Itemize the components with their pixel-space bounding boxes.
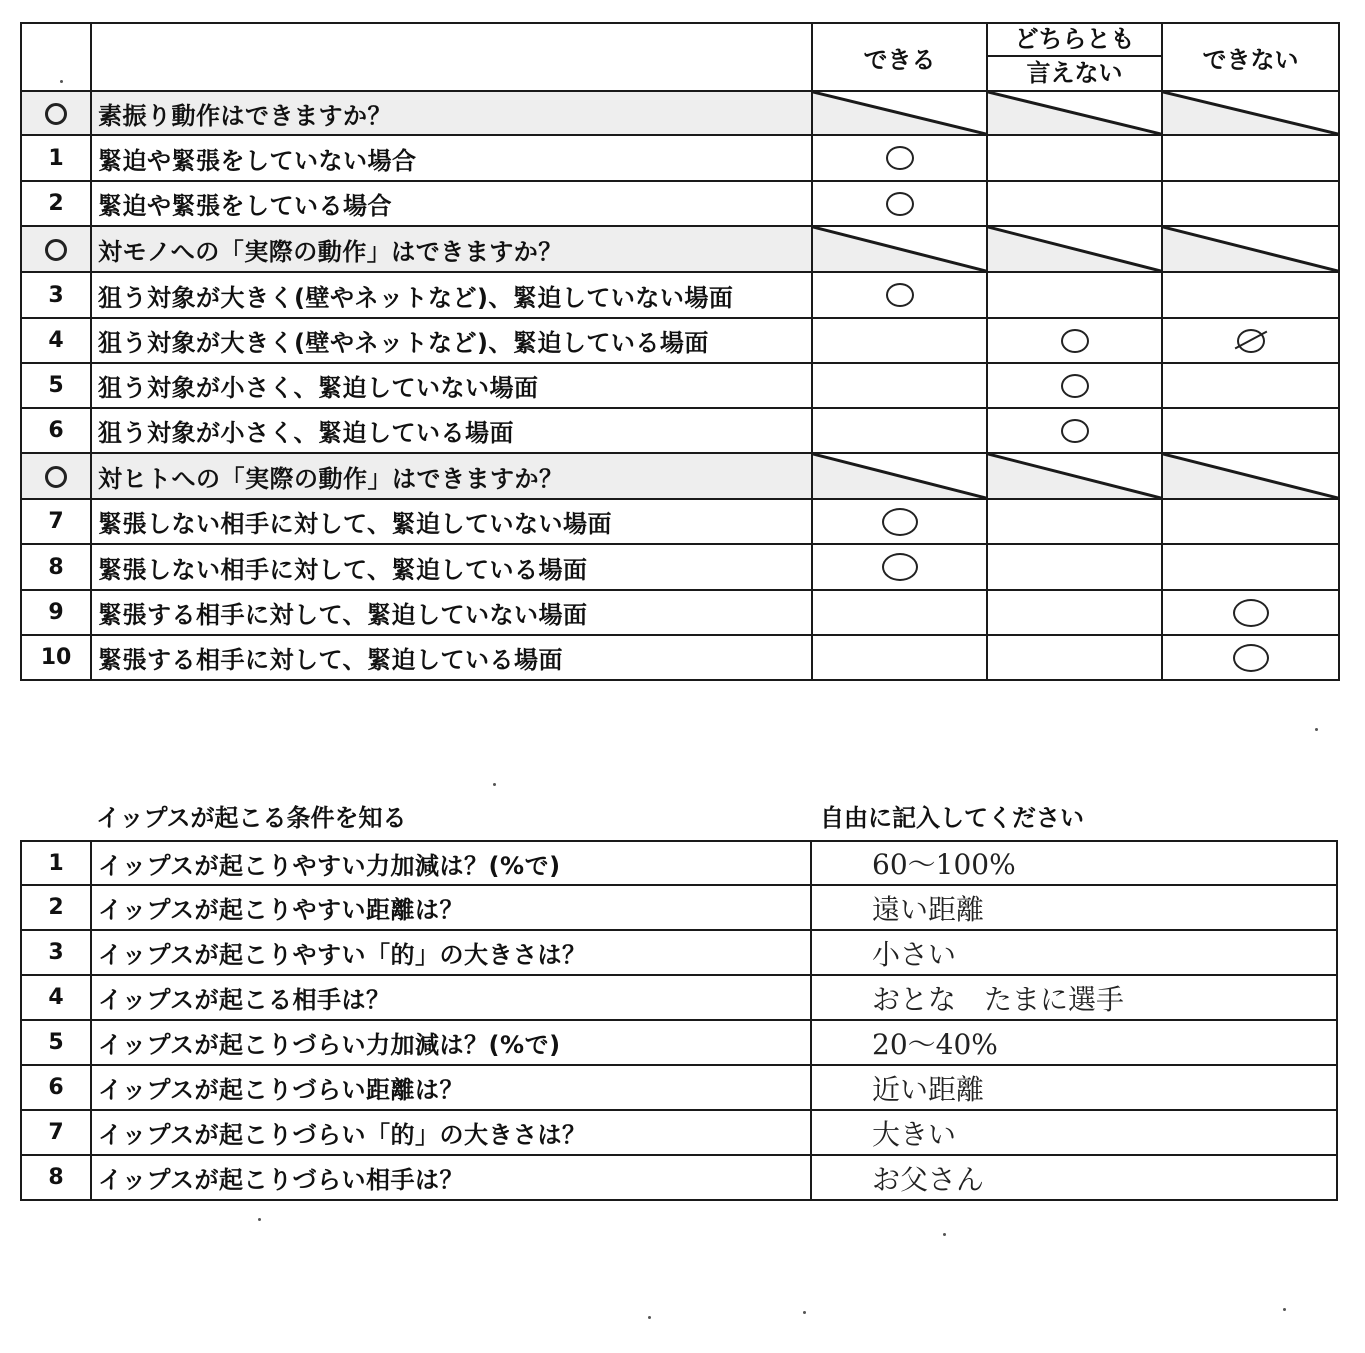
answer-cell-neither[interactable] bbox=[987, 408, 1162, 453]
condition-row bbox=[21, 1110, 1337, 1155]
section-question: 対ヒトへの「実際の動作」はできますか？ bbox=[91, 453, 812, 499]
answer-cell-neither[interactable] bbox=[987, 135, 1162, 181]
conditions-table bbox=[20, 840, 1338, 1201]
handwritten-answer[interactable]: 近い距離 bbox=[811, 1065, 1337, 1110]
row-number: 7 bbox=[21, 499, 91, 544]
handwritten-answer[interactable]: 大きい bbox=[811, 1110, 1337, 1155]
diagonal-cell bbox=[812, 91, 987, 135]
condition-question: イップスが起こりやすい「的」の大きさは？ bbox=[91, 930, 811, 975]
diagonal-cell bbox=[812, 226, 987, 272]
answer-cell-cannot[interactable] bbox=[1162, 318, 1339, 363]
question-label: 狙う対象が小さく、緊迫していない場面 bbox=[91, 363, 812, 408]
row-number: 5 bbox=[21, 1020, 91, 1065]
condition-question: イップスが起こりづらい「的」の大きさは？ bbox=[91, 1110, 811, 1155]
question-label: 狙う対象が大きく(壁やネットなど)、緊迫している場面 bbox=[91, 318, 812, 363]
answer-cell-can[interactable] bbox=[812, 408, 987, 453]
handwritten-circle-mark bbox=[882, 553, 918, 581]
answer-cell-cannot[interactable] bbox=[1162, 544, 1339, 590]
question-row bbox=[21, 318, 1339, 363]
scan-speck bbox=[648, 1316, 651, 1319]
section-question: 対モノへの「実際の動作」はできますか？ bbox=[91, 226, 812, 272]
self-assessment-table bbox=[20, 22, 1340, 681]
answer-cell-cannot[interactable] bbox=[1162, 181, 1339, 226]
handwritten-circle-mark bbox=[1061, 374, 1089, 398]
condition-question: イップスが起こりづらい相手は？ bbox=[91, 1155, 811, 1200]
circle-symbol bbox=[45, 239, 67, 261]
header-neither-top: どちらとも bbox=[988, 24, 1161, 57]
question-label: 狙う対象が大きく(壁やネットなど)、緊迫していない場面 bbox=[91, 272, 812, 318]
diagonal-cell bbox=[1162, 91, 1339, 135]
header-neither bbox=[987, 23, 1162, 91]
free-entry-header: 自由に記入してください bbox=[820, 804, 1084, 832]
condition-row bbox=[21, 930, 1337, 975]
answer-cell-can[interactable] bbox=[812, 318, 987, 363]
answer-cell-neither[interactable] bbox=[987, 499, 1162, 544]
question-row bbox=[21, 135, 1339, 181]
question-row bbox=[21, 181, 1339, 226]
condition-question: イップスが起こりづらい距離は？ bbox=[91, 1065, 811, 1110]
conditions-title: イップスが起こる条件を知る bbox=[96, 804, 407, 832]
answer-cell-neither[interactable] bbox=[987, 635, 1162, 680]
section-question: 素振り動作はできますか？ bbox=[91, 91, 812, 135]
question-row bbox=[21, 408, 1339, 453]
answer-cell-cannot[interactable] bbox=[1162, 635, 1339, 680]
header-blank bbox=[91, 23, 812, 91]
header-corner bbox=[21, 23, 91, 91]
handwritten-circle-mark bbox=[1233, 644, 1269, 672]
answer-cell-cannot[interactable] bbox=[1162, 363, 1339, 408]
answer-cell-neither[interactable] bbox=[987, 272, 1162, 318]
section-row bbox=[21, 453, 1339, 499]
condition-row bbox=[21, 1065, 1337, 1110]
handwritten-answer[interactable]: 小さい bbox=[811, 930, 1337, 975]
scan-speck bbox=[493, 783, 496, 786]
handwritten-answer[interactable]: お父さん bbox=[811, 1155, 1337, 1200]
row-number: 3 bbox=[21, 930, 91, 975]
diagonal-cell bbox=[987, 453, 1162, 499]
row-number: 9 bbox=[21, 590, 91, 635]
handwritten-circle-mark bbox=[882, 508, 918, 536]
diagonal-cell bbox=[1162, 226, 1339, 272]
crossed-out-circle-mark bbox=[1237, 329, 1265, 353]
row-number: 4 bbox=[21, 975, 91, 1020]
answer-cell-can[interactable] bbox=[812, 135, 987, 181]
scan-speck bbox=[60, 80, 63, 83]
condition-row bbox=[21, 885, 1337, 930]
condition-question: イップスが起こりやすい距離は？ bbox=[91, 885, 811, 930]
condition-row bbox=[21, 841, 1337, 885]
question-row bbox=[21, 363, 1339, 408]
scan-speck bbox=[1315, 728, 1318, 731]
condition-question: イップスが起こりやすい力加減は？(%で) bbox=[91, 841, 811, 885]
question-label: 緊迫や緊張をしていない場合 bbox=[91, 135, 812, 181]
question-row bbox=[21, 499, 1339, 544]
header-can: できる bbox=[812, 23, 987, 91]
table-header-row bbox=[21, 23, 1339, 91]
condition-question: イップスが起こりづらい力加減は？(%で) bbox=[91, 1020, 811, 1065]
row-number: 8 bbox=[21, 1155, 91, 1200]
answer-cell-can[interactable] bbox=[812, 363, 987, 408]
answer-cell-cannot[interactable] bbox=[1162, 135, 1339, 181]
diagonal-cell bbox=[987, 226, 1162, 272]
answer-cell-can[interactable] bbox=[812, 544, 987, 590]
answer-cell-can[interactable] bbox=[812, 272, 987, 318]
row-number: 2 bbox=[21, 181, 91, 226]
answer-cell-can[interactable] bbox=[812, 499, 987, 544]
row-number: 3 bbox=[21, 272, 91, 318]
scan-speck bbox=[803, 1311, 806, 1314]
scan-speck bbox=[258, 1218, 261, 1221]
handwritten-circle-mark bbox=[886, 192, 914, 216]
answer-cell-cannot[interactable] bbox=[1162, 499, 1339, 544]
answer-cell-can[interactable] bbox=[812, 590, 987, 635]
question-row bbox=[21, 272, 1339, 318]
row-number: 8 bbox=[21, 544, 91, 590]
question-row bbox=[21, 635, 1339, 680]
handwritten-circle-mark bbox=[1233, 599, 1269, 627]
section-marker bbox=[21, 226, 91, 272]
header-neither-bottom: 言えない bbox=[1026, 59, 1123, 87]
question-label: 緊張する相手に対して、緊迫していない場面 bbox=[91, 590, 812, 635]
scan-speck bbox=[1283, 1308, 1286, 1311]
condition-row bbox=[21, 1020, 1337, 1065]
section-marker bbox=[21, 453, 91, 499]
answer-cell-neither[interactable] bbox=[987, 318, 1162, 363]
question-row bbox=[21, 544, 1339, 590]
row-number: 7 bbox=[21, 1110, 91, 1155]
scan-speck bbox=[943, 1233, 946, 1236]
answer-cell-cannot[interactable] bbox=[1162, 272, 1339, 318]
answer-cell-can[interactable] bbox=[812, 635, 987, 680]
handwritten-circle-mark bbox=[886, 146, 914, 170]
row-number: 2 bbox=[21, 885, 91, 930]
answer-cell-cannot[interactable] bbox=[1162, 408, 1339, 453]
handwritten-circle-mark bbox=[1061, 329, 1089, 353]
section-marker bbox=[21, 91, 91, 135]
row-number: 1 bbox=[21, 841, 91, 885]
handwritten-answer[interactable]: おとな たまに選手 bbox=[811, 975, 1337, 1020]
answer-cell-neither[interactable] bbox=[987, 544, 1162, 590]
section-row bbox=[21, 226, 1339, 272]
diagonal-cell bbox=[1162, 453, 1339, 499]
question-label: 緊張しない相手に対して、緊迫していない場面 bbox=[91, 499, 812, 544]
question-label: 緊張する相手に対して、緊迫している場面 bbox=[91, 635, 812, 680]
question-label: 狙う対象が小さく、緊迫している場面 bbox=[91, 408, 812, 453]
question-label: 緊張しない相手に対して、緊迫している場面 bbox=[91, 544, 812, 590]
row-number: 6 bbox=[21, 408, 91, 453]
handwritten-circle-mark bbox=[886, 283, 914, 307]
row-number: 10 bbox=[21, 635, 91, 680]
answer-cell-neither[interactable] bbox=[987, 363, 1162, 408]
condition-question: イップスが起こる相手は？ bbox=[91, 975, 811, 1020]
answer-cell-neither[interactable] bbox=[987, 590, 1162, 635]
condition-row bbox=[21, 1155, 1337, 1200]
header-cannot: できない bbox=[1162, 23, 1339, 91]
answer-cell-neither[interactable] bbox=[987, 181, 1162, 226]
circle-symbol bbox=[45, 466, 67, 488]
circle-symbol bbox=[45, 103, 67, 125]
row-number: 4 bbox=[21, 318, 91, 363]
question-row bbox=[21, 590, 1339, 635]
handwritten-answer[interactable]: 60〜100% bbox=[811, 841, 1337, 885]
question-label: 緊迫や緊張をしている場合 bbox=[91, 181, 812, 226]
condition-row bbox=[21, 975, 1337, 1020]
row-number: 6 bbox=[21, 1065, 91, 1110]
row-number: 1 bbox=[21, 135, 91, 181]
handwritten-answer[interactable]: 遠い距離 bbox=[811, 885, 1337, 930]
answer-cell-cannot[interactable] bbox=[1162, 590, 1339, 635]
answer-cell-can[interactable] bbox=[812, 181, 987, 226]
handwritten-circle-mark bbox=[1061, 419, 1089, 443]
diagonal-cell bbox=[812, 453, 987, 499]
handwritten-answer[interactable]: 20〜40% bbox=[811, 1020, 1337, 1065]
diagonal-cell bbox=[987, 91, 1162, 135]
section-row bbox=[21, 91, 1339, 135]
row-number: 5 bbox=[21, 363, 91, 408]
